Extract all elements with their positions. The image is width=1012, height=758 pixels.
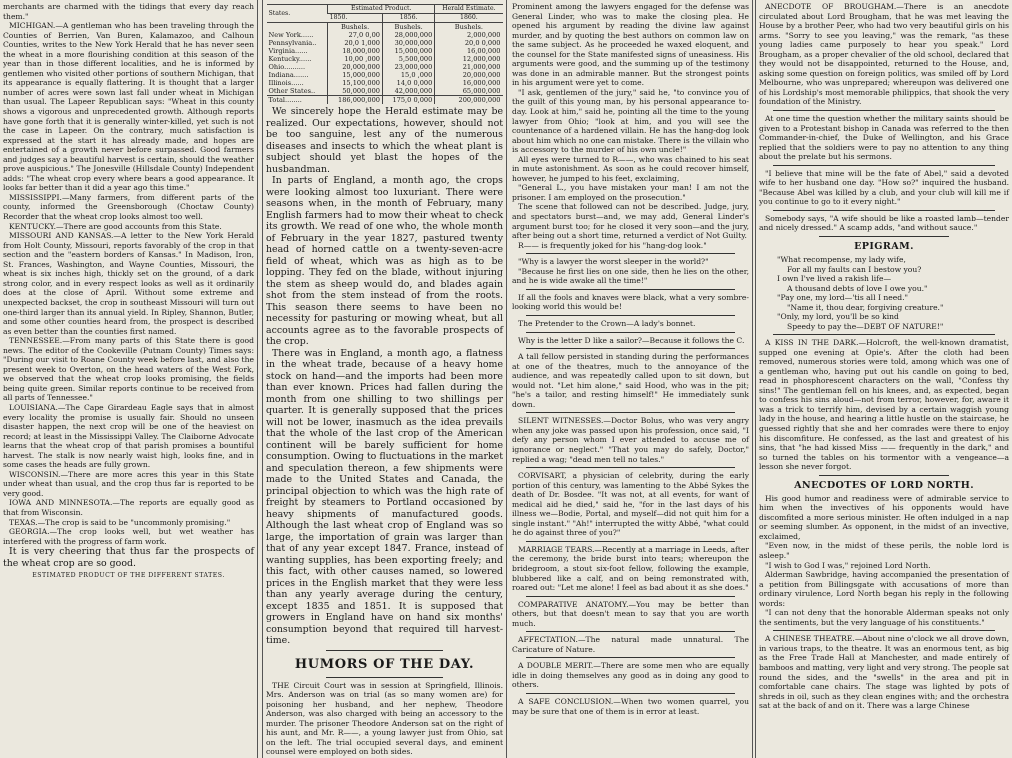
article-paragraph: GEORGIA.—The crop looks well, but wet weather has interfered with the progress of farm work.	[3, 527, 254, 546]
article-paragraph: A CHINESE THEATRE.—About nine o'clock we all drove down, in various traps, to the theatre. It was an enormous tent, as big as the Free Trade Hall at Manchester, and made entirely of bamboos and matting, very light and very strong. The people sat round the sides, and the "swells" in the area and pit in comfortable cane chairs. The stage was lighted by pots of shreds in oil, such as they clean engines with; and the orchestra sat at the back of and on it. There was a large Chinese	[759, 634, 1009, 711]
article-paragraph: AFFECTATION.—The natural made unnatural. The Caricature of Nature.	[512, 635, 749, 654]
divider	[773, 110, 995, 111]
table-year: 1856.	[382, 14, 434, 23]
table-year: 1860.	[435, 14, 503, 23]
epigram-title: EPIGRAM.	[854, 241, 914, 253]
article-paragraph: TENNESSEE.—From many parts of this State there is good news. The editor of the Cookeville (Putnam County) Times says: "During our visit to Roane County week before last, and also the present week to Overton, on the head waters of the West Fork, we observed that the wheat crop looks promising, the fields being quite green. Similar reports continue to be received from all parts of Tennessee."	[3, 336, 254, 403]
article-paragraph: "I wish to God I was," rejoined Lord North.	[765, 560, 931, 570]
article-paragraph: We sincerely hope the Herald estimate may be realized. Our expectations, however, should not be too sanguine, lest any of the numerous diseases and insects to which the wheat plant is subject should yet blast the hopes of the husbandman.	[266, 106, 503, 175]
column-2	[262, 0, 507, 758]
table-unit: Bushels.	[435, 23, 503, 32]
divider	[526, 253, 735, 254]
article-paragraph: At one time the question whether the military saints should be given to a Protestant bishop in Canada was referred to the then Commander-in-chief, the Duke of Wellington, and his Grace replied that the soldiers were to pay no attention to any thing about the prelate but his sermons.	[759, 114, 1009, 162]
divider	[326, 650, 443, 651]
article-paragraph: LOUISIANA.—The Cape Girardeau Eagle says that in almost every locality the promise is usually fair. Should no unseen disaster happen, the next crop will be one of the heaviest on record; at least in the Mississippi Valley. The Claiborne Advocate learns that the wheat crop of that parish promises a bountiful harvest. The stalk is now nearly waist high, looks fine, and in some cases the heads are fully grown.	[3, 402, 254, 470]
article-paragraph: A SAFE CONCLUSION.—When two women quarrel, you may be sure that one of them is in error at least.	[512, 697, 749, 716]
article-paragraph: MARRIAGE TEARS.—Recently at a marriage in Leeds, after the ceremony, the bride burst into tears; whereupon the bridegroom, a stout six-foot fellow, following the example, blubbered like a calf, and on being remonstrated with, roared out: "Let me alone! I feel as bad about it as she does."	[512, 544, 749, 593]
table-unit: Bushels.	[328, 23, 383, 32]
article-paragraph: ANECDOTE OF BROUGHAM.—There is an anecdote circulated about Lord Brougham, that he was met leaving the House by a brother Peer, who had two very beautiful girls on his arms. "Sorry to see you leaving," was the remark, "as these young ladies came purposely to hear you speak." Lord Brougham, as a proper chevalier of the old school, declared that they would not be disappointed, returned to the House, and, asking some question on foreign politics, was smiled off by Lord Melbourne, who was unprepared; whereupon was delivered one of his Lordship's most memorable philippics, that shook the very foundation of the Ministry.	[759, 2, 1009, 107]
article-paragraph: CORVISART, a physician of celebrity, during the early portion of this century, was lamenting to the Abbé Sykes the death of Dr. Bosdee. "It was not, at all events, for want of medical aid he died," said he, "for in the last days of his illness we—Bodie, Portal, and myself—did not quit him for a single instant." "Ah!" interrupted the witty Abbé, "what could he do against three of you?"	[512, 471, 749, 538]
article-paragraph: THE Circuit Court was in session at Springfield, Illinois. Mrs. Anderson was on trial (as so many women are) for poisoning her husband, and her nephew, Theodore Anderson, was also charged with being an accessory to the murder. The prisoner Theodore Anderson sat on the right of his aunt, and Mr. R——, a young lawyer just from Ohio, sat on the left. The trial occupied several days, and eminent counsel were employed on both sides.	[266, 680, 503, 757]
divider	[819, 475, 949, 476]
article-paragraph: "I believe that mine will be the fate of Abel," said a devoted wife to her husband one day. "How so?" inquired the husband. "Because Abel was killed by a club, and your club will kill me if you continue to go to it every night."	[759, 168, 1009, 207]
table-row: Ohio.......... 20,000,000 23,000,000 21,000,000	[268, 63, 501, 71]
table-header-estimated: Estimated Product.	[328, 5, 435, 14]
column-4	[755, 0, 1012, 758]
divider	[526, 693, 735, 694]
table-row: Pennsylvania.. 20,0 1,000 30,000,000 20,0 0,000	[268, 39, 501, 47]
table-unit: Bushels.	[382, 23, 434, 32]
divider	[526, 412, 735, 413]
divider	[526, 315, 735, 316]
article-paragraph: Prominent among the lawyers engaged for the defense was General Linder, who was to make the closing plea. He opened his argument by reading the divine law against murder, and by quoting the best authors on common law on the same subject. As he proceeded he waxed eloquent, and the counsel for the State manifested signs of uneasiness. His arguments were good, and the summing up of the testimony was done in an admirable manner. But the strongest points in his argument were yet to come.	[512, 2, 749, 88]
wheat-estimate-table	[267, 4, 503, 104]
closing-remark: It is very cheering that thus far the prospects of the wheat crop are so good.	[3, 546, 254, 569]
table-header-herald: Herald Estimate.	[435, 5, 503, 14]
article-paragraph: WISCONSIN.—There are more acres this year in this State under wheat than usual, and the crop thus far is reported to be very good.	[3, 469, 254, 498]
divider	[526, 541, 735, 542]
article-paragraph: merchants are charmed with the tidings that every day reach them."	[3, 2, 254, 21]
table-total-row: Total........ 186,000,000 175,0 0,000 200,000,000	[268, 96, 501, 104]
divider	[526, 467, 735, 468]
divider	[773, 210, 995, 211]
article-paragraph: In parts of England, a month ago, the crops were looking almost too luxuriant. There were seasons when, in the month of February, many English farmers had to mow their wheat to check its growth. We read of one who, the whole month of February in the year 1827, pastured twenty head of horned cattle on a twenty-seven-acre field of wheat, which was as high as to be lopping. They fed on the blade, without injuring the stem as sheep would do, and blades again shot from the stem instead of from the roots. This season there seems to have been no necessity for pasturing or mowing wheat, but all accounts agree as to the favorable prospects of the crop.	[266, 175, 503, 347]
article-paragraph: A DOUBLE MERIT.—There are some men who are equally idle in doing themselves any good as in doing any good to others.	[512, 661, 749, 690]
divider	[526, 332, 735, 333]
divider	[326, 677, 443, 678]
article-paragraph: The scene that followed can not be described. Judge, jury, and spectators burst—and, we may add, General Linder's argument burst too; for he closed it very soon—and the jury, after being out a short time, returned a verdict of Not Guilty.	[512, 202, 749, 241]
divider	[773, 334, 995, 335]
divider	[526, 657, 735, 658]
table-year: 1850.	[328, 14, 383, 23]
article-paragraph: His good humor and readiness were of admirable service to him when the invectives of his opponents would have discomfited a more serious minister. He often indulged in a nap or seeming slumber. As opponent, in the midst of an invective, exclaimed,	[759, 493, 1009, 541]
divider	[773, 630, 995, 631]
article-paragraph: MISSOURI AND KANSAS.—A letter to the New York Herald from Holt County, Missouri, reports favorably of the crop in that section and the "eastern borders of Kansas." In Madison, Iron, St. Frances, Washington, and Wayne Counties, Missouri, the wheat is six inches high, thickly set on the ground, of a dark strong color, and in every respect looks as well as it ordinarily does at the close of April. Without some extreme and unexpected backset, the crop in southeast Missouri will turn out one-third larger than its annual yield. In Ripley, Shannon, Butler, and some other counties heard from, the prospect is described as even better than the counties first named.	[3, 231, 254, 336]
divider	[526, 596, 735, 597]
article-paragraph: Why is the letter D like a sailor?—Because it follows the C.	[518, 335, 745, 345]
divider	[526, 348, 735, 349]
table-caption: ESTIMATED PRODUCT OF THE DIFFERENT STATES.	[32, 572, 225, 580]
column-1	[0, 0, 258, 758]
article-paragraph: The Pretender to the Crown—A lady's bonnet.	[518, 318, 696, 328]
article-paragraph: "General L., you have mistaken your man! I am not the prisoner. I am employed on the prosecution."	[512, 183, 749, 202]
article-paragraph: Somebody says, "A wife should be like a roasted lamb—tender and nicely dressed." A scamp adds, "and without sauce."	[759, 213, 1009, 233]
article-paragraph: All eyes were turned to R——, who was chained to his seat in mute astonishment. As soon as he could recover himself, however, he jumped to his feet, exclaiming,	[512, 154, 749, 183]
epigram-verse: "What recompense, my lady wife, For all my faults can I bestow you? I own I've lived a rakish life— A thousand debts of love I owe you." "Pay one, my lord—'tis all I need." "Name it, thou dear, forgiving creature." "Only, my lord, you'll be so kind Speedy to pay the—DEBT OF NATURE!"	[777, 255, 944, 331]
article-paragraph: COMPARATIVE ANATOMY.—You may be better than others, but that doesn't mean to say that you are worth much.	[512, 599, 749, 628]
article-paragraph: "Why is a lawyer the worst sleeper in the world?"	[518, 257, 709, 267]
article-paragraph: Alderman Sawbridge, having accompanied the presentation of a petition from Billingsgate with accusations of more than ordinary virulence, Lord North began his reply in the following words:	[759, 570, 1009, 608]
article-paragraph: A KISS IN THE DARK.—Holcroft, the well-known dramatist, supped one evening at Opie's. After the cloth had been removed, numerous stories were told, among which was one of a gentleman who, having put out his candle on going to bed, read in phosphorescent characters on the wall, "Confess thy sins!" The gentleman fell on his knees, and, as expected, began to confess his sins aloud—not from terror, however, for, aware it was a trick to terrify him, devised by a certain waggish young lady in the house, and hearing a little hustle on the staircase, he guessed rightly that she and her comrades were there to enjoy his discomfiture. He confessed, as the last and greatest of his sins, that "he had kissed Miss —— frequently in the dark," and so turned the tables on his tormentor with a vengeance—a lesson she never forgot.	[759, 338, 1009, 472]
article-paragraph: TEXAS.—The crop is said to be "uncommonly promising."	[9, 517, 231, 527]
column-3	[509, 0, 753, 758]
article-paragraph: "Because he first lies on one side, then he lies on the other, and he is wide awake all the time!"	[512, 266, 749, 286]
article-paragraph: A tall fellow persisted in standing during the performances at one of the theatres, much to the annoyance of the audience, and was repeatedly called upon to sit down, but would not. "Let him alone," said Hood, who was in the pit; "he's a tailor, and resting himself!" He immediately sunk down.	[512, 352, 749, 409]
table-row: Virginia...... 18,000,000 15,000,000 16,00,000	[268, 47, 501, 55]
table-row: Illinois...... 15,100,000 14,0 0,000 16,000,000	[268, 79, 501, 87]
article-paragraph: "Even now, in the midst of these perils, the noble lord is asleep."	[759, 541, 1009, 560]
divider	[526, 631, 735, 632]
article-paragraph: "I ask, gentlemen of the jury," said he, "to convince you of the guilt of this young man, by his personal appearance to-day. Look at him," said he, pointing all the time to the young lawyer from Ohio; "look at him, and you will see the countenance of a hardened villain. He has the hang-dog look about him which no one can mistake. There is the villain who is accessory to the murder of his own uncle!"	[512, 87, 749, 155]
article-paragraph: IOWA AND MINNESOTA.—The reports are equally good as that from Wisconsin.	[3, 498, 254, 517]
article-paragraph: KENTUCKY.—There are good accounts from this State.	[9, 221, 222, 231]
table-row: Indiana....... 15,000,000 15,0 ,000 20,000,000	[268, 71, 501, 79]
table-row: New York...... 27,0 0,00 28,000,000 2,000,000	[268, 31, 501, 39]
table-header-states: States.	[267, 5, 328, 23]
divider	[526, 289, 735, 290]
divider	[819, 236, 949, 237]
article-paragraph: "I can not deny that the honorable Alderman speaks not only the sentiments, but the very language of his constituents."	[759, 608, 1009, 627]
table-row: Kentucky...... 10,00 ,000 5,500,000 12,000,000	[268, 55, 501, 63]
article-paragraph: MICHIGAN.—A gentleman who has been traveling through the Counties of Berrien, Van Buren, Kalamazoo, and Calhoun Counties, writes to the New York Herald that he has never seen the wheat in a more flourishing condition at this season of the year than in those different localities, and he is informed by gentlemen who visited other portions of southern Michigan, that its appearance is equally flattering. It is thought that a larger number of acres were sown last fall under wheat in Michigan than usual. The Lapeer Republican says: "Wheat in this county shows a vigorous and unprecedented growth. Although reports have gone forth that it is generally winter-killed, yet such is not the case in Lapeer. On the contrary, much satisfaction is expressed at the start it has already made, and hopes are entertained of a growth never before surpassed. Good farmers and judges say a beautiful harvest is certain, should the weather prove auspicious." The Jonesville (Hillsdale County) Independent adds: "The wheat crop every where bears a good appearance. It looks far better than it did a year ago this time."	[3, 21, 254, 193]
article-paragraph: There was in England, a month ago, a flatness in the wheat trade, because of a heavy home stock on hand—and the imports had been more than ever known. Prices had fallen during the month from one shilling to two shillings per quarter. It is generally supposed that the prices will not be lower, inasmuch as the idea prevails that the whole of the last crop of the American continent will be barely sufficient for home consumption. Owing to fluctuations in the market and speculation thereon, a few shipments were made to the United States and Canada, the principal objection to which was the high rate of freight by steamers to Portland occasioned by heavy shipments of manufactured goods. Although the last wheat crop of England was so large, the importation of grain was larger than that of any year except 1847. France, instead of wanting supplies, has been exporting freely; and this fact, with other causes named, so lowered prices in the English market that they were less than any yearly average during the century, except 1835 and 1851. It is supposed that growers in England have on hand six months' consumption beyond that required till harvest-time.	[266, 347, 503, 646]
article-paragraph: SILENT WITNESSES.—Doctor Bolus, who was very angry when any joke was passed upon his profession, once said, "I defy any person whom I ever attended to accuse me of ignorance or neglect." "That you may do safely, Doctor," replied a wag; "dead men tell no tales."	[512, 416, 749, 464]
article-paragraph: R—— is frequently joked for his "hang-dog look."	[518, 240, 707, 250]
article-paragraph: MISSISSIPPI.—Many farmers, from different parts of the county, informed the Greensborough (Choctaw County) Recorder that the wheat crop looks almost too well.	[3, 192, 254, 222]
section-subheading: ANECDOTES OF LORD NORTH.	[794, 479, 974, 491]
table-row: Other States.. 50,000,000 42,000,000 65,000,000	[268, 87, 501, 95]
divider	[773, 165, 995, 166]
article-paragraph: If all the fools and knaves were black, what a very sombre-looking world this would be!	[512, 292, 749, 312]
section-heading: HUMORS OF THE DAY.	[294, 656, 475, 672]
